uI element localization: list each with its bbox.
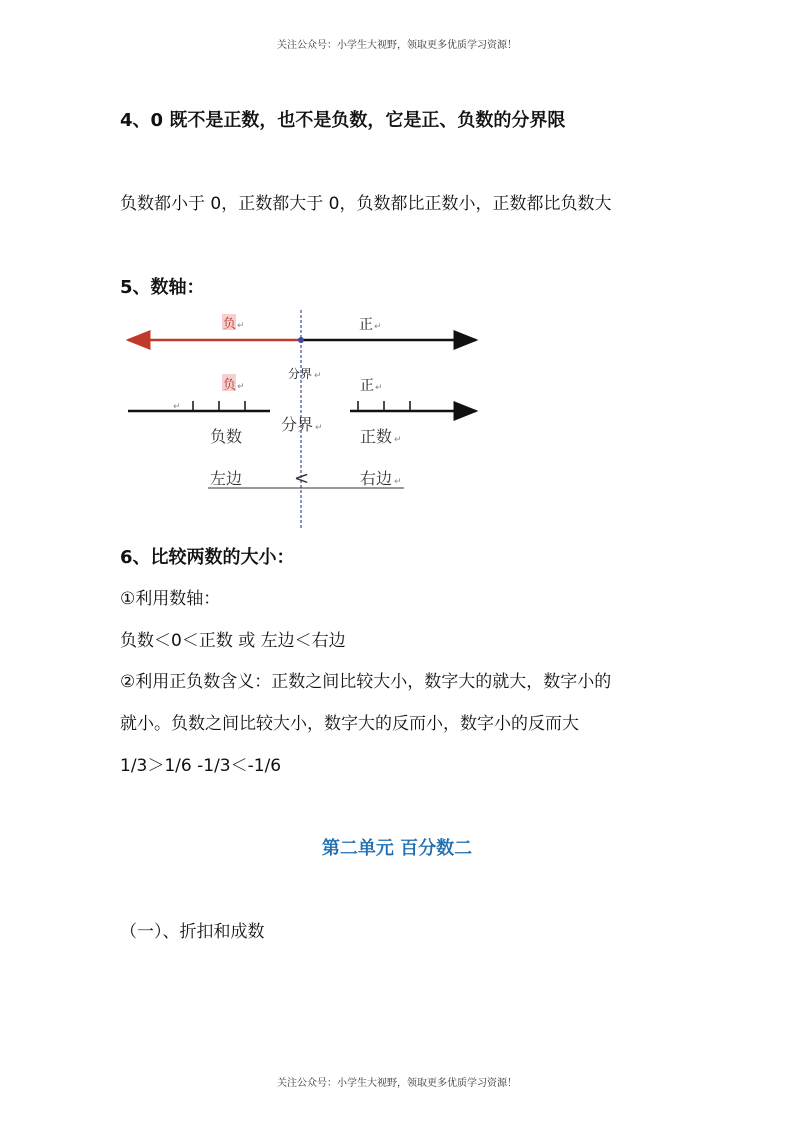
unit-2-title: 第二单元 百分数二 <box>321 838 473 859</box>
right-side-label: 右边 <box>360 469 393 488</box>
method-2-line-1: ②利用正负数含义：正数之间比较大小，数字大的就大，数字小的 <box>120 672 612 692</box>
return-mark: ↵ <box>237 321 245 331</box>
less-than-symbol: < <box>294 468 310 489</box>
section-5-heading: 5、数轴： <box>120 277 205 298</box>
left-side-label: 左边 <box>210 469 243 488</box>
section-4-body: 负数都小于 0，正数都大于 0，负数都比正数小，正数都比负数大 <box>120 194 612 214</box>
number-line-diagram <box>118 304 494 532</box>
page-footer: 关注公众号：小学生大视野，领取更多优质学习资源！ <box>277 1078 517 1089</box>
section-4-heading: 4、0 既不是正数，也不是负数，它是正、负数的分界限 <box>120 110 566 131</box>
return-mark: ↵ <box>315 423 323 433</box>
subsection-1-title: （一）、折扣和成数 <box>120 922 265 942</box>
section-6-heading: 6、比较两数的大小： <box>120 547 295 568</box>
return-mark: ↵ <box>394 435 402 445</box>
return-mark: ↵ <box>375 383 383 393</box>
top-negative-label: 负 <box>223 317 237 332</box>
return-mark: ↵ <box>314 371 322 381</box>
method-1-label: ①利用数轴： <box>120 589 221 609</box>
positive-number-label: 正数 <box>360 427 393 446</box>
top-positive-label: 正 <box>359 317 373 333</box>
return-mark: ↵ <box>374 322 382 332</box>
return-mark: ↵ <box>394 477 402 487</box>
method-2-line-2: 就小。负数之间比较大小，数字大的反而小，数字小的反而大 <box>120 714 579 734</box>
boundary-small-label: 分界 <box>288 367 313 381</box>
return-mark: ↵ <box>237 382 245 392</box>
boundary-large-label: 分界 <box>281 415 314 434</box>
page-header: 关注公众号：小学生大视野，领取更多优质学习资源！ <box>277 40 517 51</box>
mid-negative-label: 负 <box>223 378 237 393</box>
negative-number-label: 负数 <box>210 427 243 446</box>
return-mark: ↵ <box>173 402 181 412</box>
rule-1-text: 负数＜0＜正数 或 左边＜右边 <box>120 631 346 651</box>
mid-positive-label: 正 <box>360 378 374 394</box>
example-text: 1/3＞1/6 -1/3＜-1/6 <box>120 756 282 776</box>
